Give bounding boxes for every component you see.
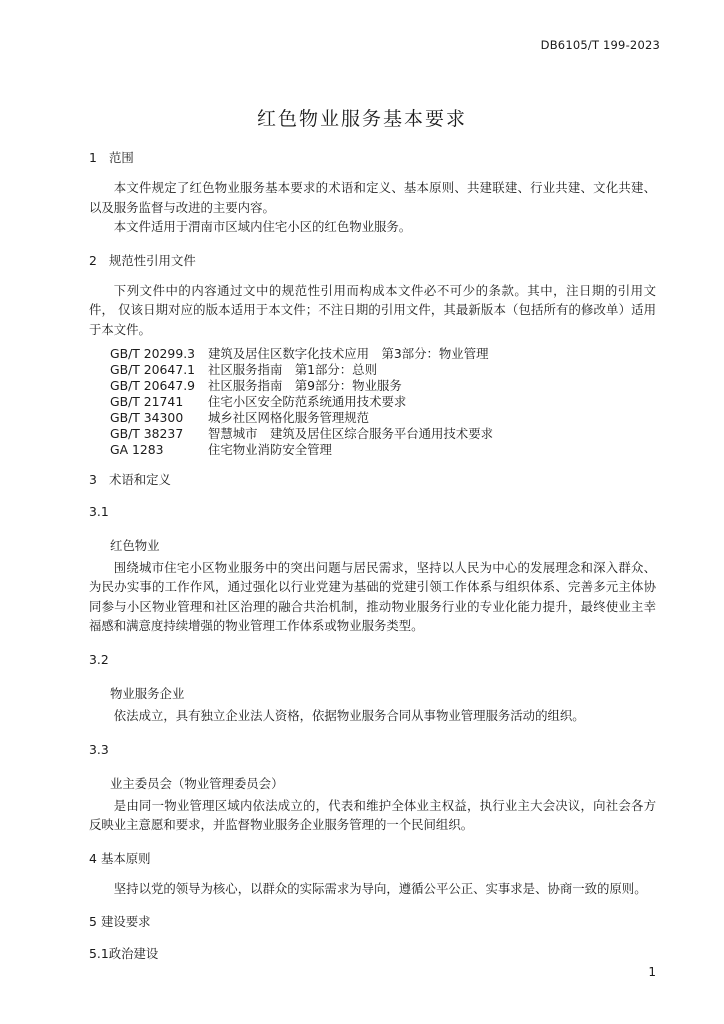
reference-item bbox=[110, 442, 656, 458]
reference-title: 建筑及居住区数字化技术应用 第3部分：物业管理 bbox=[208, 345, 489, 361]
standard-number: DB6105/T 199-2023 bbox=[540, 38, 660, 52]
reference-item bbox=[110, 346, 656, 362]
section-number: 2 bbox=[89, 252, 97, 268]
reference-title: 社区服务指南 第1部分：总则 bbox=[208, 361, 377, 377]
paragraph: 本文件适用于渭南市区域内住宅小区的红色物业服务。 bbox=[113, 219, 412, 235]
paragraph: 本文件规定了红色物业服务基本要求的术语和定义、基本原则、共建联建、行业共建、文化共建、以及服务监督与改进的主要内容。 bbox=[89, 180, 656, 215]
section-heading-construction bbox=[89, 912, 656, 932]
section-heading-terms bbox=[89, 470, 656, 490]
subsection-number: 5.1 bbox=[89, 946, 109, 962]
term-title: 红色物业 bbox=[110, 537, 160, 553]
reference-code: GB/T 20299.3 bbox=[110, 345, 196, 361]
section-title: 术语和定义 bbox=[109, 471, 171, 487]
term-title: 物业服务企业 bbox=[110, 685, 185, 701]
document-body bbox=[89, 148, 656, 964]
section-title: 范围 bbox=[109, 150, 134, 165]
section-title: 基本原则 bbox=[101, 850, 151, 866]
term-definition: 围绕城市住宅小区物业服务中的突出问题与居民需求，坚持以人民为中心的发展理念和深入群众、为民办实事的工作作风，通过强化以行业党建为基础的党建引领工作体系与组织体系、完善多元主体协同参与小区物业管理和社区治理的融合共治机制，推动物业服务行业的专业化能力提升，最终使业主幸福感和满意度持续增强的物业管理工作体系或物业服务类型。 bbox=[89, 559, 656, 634]
section-heading-normative bbox=[89, 251, 656, 271]
section-number: 4 bbox=[89, 850, 97, 866]
section-number: 3 bbox=[89, 471, 97, 487]
reference-title: 智慧城市 建筑及居住区综合服务平台通用技术要求 bbox=[208, 425, 493, 441]
reference-title: 住宅物业消防安全管理 bbox=[208, 441, 332, 457]
reference-item bbox=[110, 362, 656, 378]
reference-code: GA 1283 bbox=[110, 441, 164, 457]
section-heading-principles bbox=[89, 849, 656, 869]
reference-item bbox=[110, 394, 656, 410]
subsection-number: 3.2 bbox=[89, 651, 109, 667]
reference-code: GB/T 34300 bbox=[110, 409, 184, 425]
paragraph: 坚持以党的领导为核心，以群众的实际需求为导向，遵循公平公正、实事求是、协商一致的原则。 bbox=[113, 880, 647, 896]
reference-title: 住宅小区安全防范系统通用技术要求 bbox=[208, 393, 407, 409]
reference-item bbox=[110, 378, 656, 394]
reference-item bbox=[110, 410, 656, 426]
reference-title: 社区服务指南 第9部分：物业服务 bbox=[208, 377, 402, 393]
reference-item bbox=[110, 426, 656, 442]
section-title: 建设要求 bbox=[101, 914, 151, 930]
paragraph: 下列文件中的内容通过文中的规范性引用而构成本文件必不可少的条款。其中，注日期的引用文件， 仅该日期对应的版本适用于本文件；不注日期的引用文件，其最新版本（包括所有的修改单）适用于本文件。 bbox=[89, 282, 656, 337]
subsection-number: 3.1 bbox=[89, 503, 109, 519]
term-definition: 依法成立，具有独立企业法人资格，依据物业服务合同从事物业管理服务活动的组织。 bbox=[113, 707, 585, 723]
reference-code: GB/T 38237 bbox=[110, 425, 184, 441]
section-number: 1 bbox=[89, 150, 97, 165]
document-title: 红色物业服务基本要求 bbox=[256, 108, 467, 130]
reference-title: 城乡社区网格化服务管理规范 bbox=[208, 409, 370, 425]
subsection-number: 3.3 bbox=[89, 741, 109, 757]
term-title: 业主委员会（物业管理委员会） bbox=[110, 775, 284, 791]
section-title: 规范性引用文件 bbox=[109, 252, 196, 268]
page-number: 1 bbox=[648, 965, 656, 979]
reference-code: GB/T 21741 bbox=[110, 393, 184, 409]
reference-list bbox=[89, 346, 656, 458]
reference-code: GB/T 20647.9 bbox=[110, 377, 196, 393]
section-heading-scope bbox=[89, 148, 656, 168]
reference-code: GB/T 20647.1 bbox=[110, 361, 196, 377]
subsection-title: 政治建设 bbox=[108, 946, 159, 962]
term-definition: 是由同一物业管理区域内依法成立的，代表和维护全体业主权益，执行业主大会决议，向社会各方反映业主意愿和要求，并监督物业服务企业服务管理的一个民间组织。 bbox=[89, 797, 656, 833]
subsection-heading-political bbox=[89, 944, 656, 964]
section-number: 5 bbox=[89, 914, 97, 930]
